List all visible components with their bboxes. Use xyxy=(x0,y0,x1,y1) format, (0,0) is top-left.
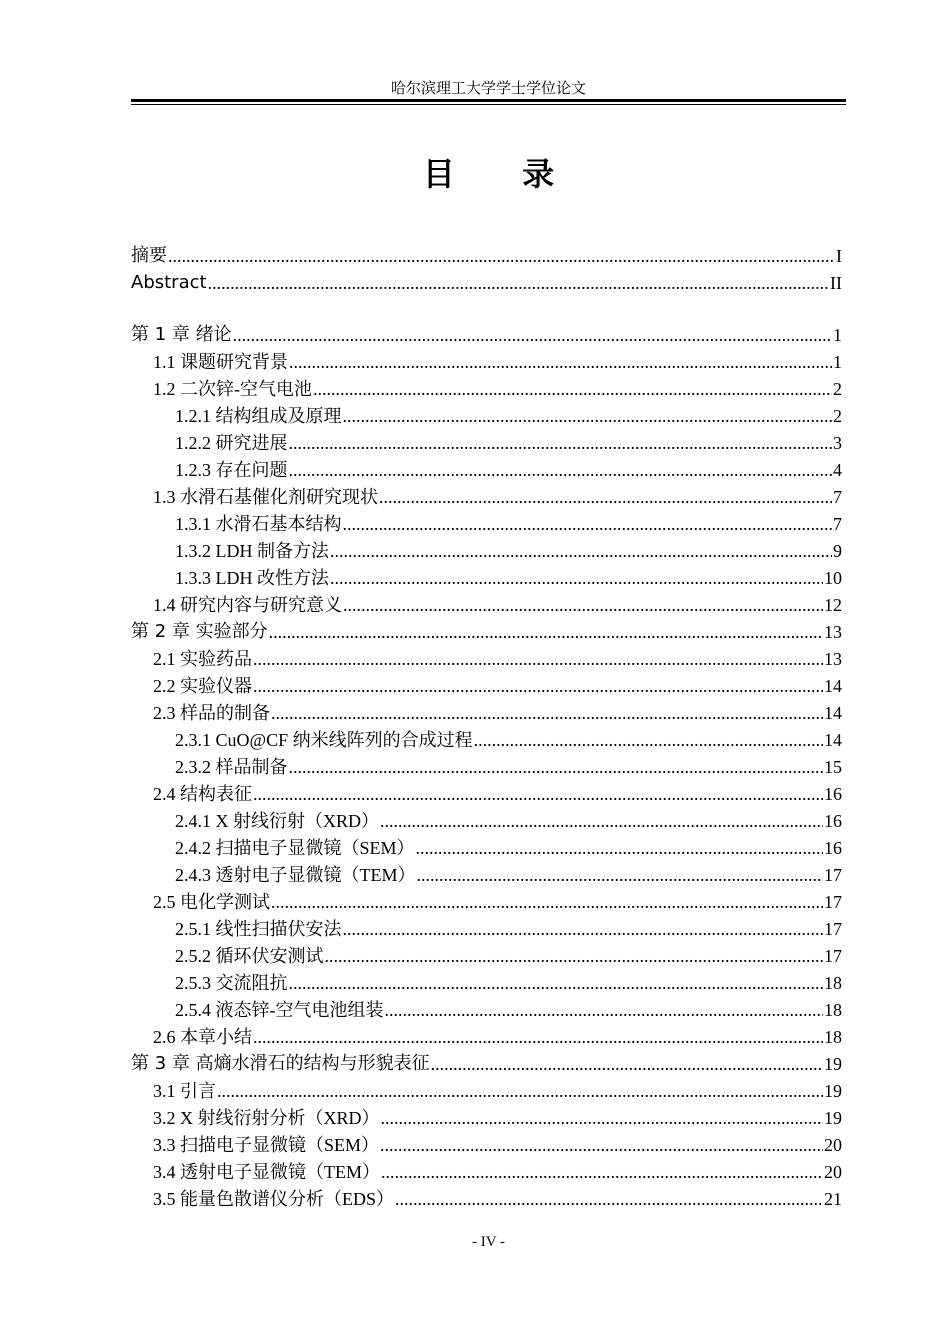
toc-entry-label: 3.3 扫描电子显微镜（SEM） xyxy=(153,1135,380,1155)
toc-entry-page: 14 xyxy=(824,730,842,750)
toc-entry-page: 10 xyxy=(824,568,842,588)
toc-entry-page: 13 xyxy=(824,622,842,642)
toc-entry-page: 2 xyxy=(833,406,842,426)
toc-dot-leader xyxy=(385,998,824,1022)
toc-entry-page: 16 xyxy=(824,811,842,831)
toc-entry-label: 1.3.2 LDH 制备方法 xyxy=(175,541,329,561)
toc-dot-leader xyxy=(289,431,833,455)
toc-entry-page: 12 xyxy=(824,595,842,615)
toc-entry[interactable] xyxy=(131,725,842,752)
toc-entry[interactable] xyxy=(131,617,842,644)
toc-spacer xyxy=(131,295,842,320)
toc-entry[interactable] xyxy=(131,1184,842,1211)
toc-entry-label: 2.4.1 X 射线衍射（XRD） xyxy=(175,811,380,831)
toc-entry-page: 1 xyxy=(833,325,842,345)
toc-entry-label: 1.2 二次锌-空气电池 xyxy=(153,379,312,399)
toc-entry[interactable] xyxy=(131,268,842,295)
toc-entry-page: 14 xyxy=(824,676,842,696)
toc-entry-label: 3.4 透射电子显微镜（TEM） xyxy=(153,1162,380,1182)
toc-entry[interactable] xyxy=(131,509,842,536)
toc-dot-leader xyxy=(313,377,832,401)
toc-entry-label: Abstract xyxy=(131,272,207,293)
toc-dot-leader xyxy=(381,1106,823,1130)
toc-entry[interactable] xyxy=(131,428,842,455)
toc-entry[interactable] xyxy=(131,536,842,563)
toc-entry-label: 1.2.1 结构组成及原理 xyxy=(175,406,342,426)
toc-entry[interactable] xyxy=(131,590,842,617)
toc-entry[interactable] xyxy=(131,1076,842,1103)
toc-entry[interactable] xyxy=(131,1103,842,1130)
toc-dot-leader xyxy=(253,1025,823,1049)
toc-entry-label: 3.5 能量色散谱仪分析（EDS） xyxy=(153,1189,395,1209)
toc-entry[interactable] xyxy=(131,1157,842,1184)
toc-entry[interactable] xyxy=(131,241,842,268)
toc-dot-leader xyxy=(330,539,832,563)
toc-entry[interactable] xyxy=(131,860,842,887)
toc-dot-leader xyxy=(330,566,823,590)
toc-entry[interactable] xyxy=(131,455,842,482)
toc-entry-label: 2.3 样品的制备 xyxy=(153,703,270,723)
toc-entry-label: 2.3.1 CuO@CF 纳米线阵列的合成过程 xyxy=(175,730,473,750)
header-rule xyxy=(131,99,846,102)
toc-entry[interactable] xyxy=(131,806,842,833)
toc-entry-label: 摘要 xyxy=(131,245,167,266)
toc-entry[interactable] xyxy=(131,914,842,941)
toc-entry[interactable] xyxy=(131,347,842,374)
toc-entry-label: 3.2 X 射线衍射分析（XRD） xyxy=(153,1108,380,1128)
toc-entry-label: 2.2 实验仪器 xyxy=(153,676,252,696)
toc-dot-leader xyxy=(271,890,823,914)
toc-entry-label: 2.6 本章小结 xyxy=(153,1027,252,1047)
toc-entry-label: 第 1 章 绪论 xyxy=(131,324,232,345)
toc-dot-leader xyxy=(343,593,823,617)
toc-entry-label: 2.4.2 扫描电子显微镜（SEM） xyxy=(175,838,415,858)
toc-dot-leader xyxy=(289,755,824,779)
toc-dot-leader xyxy=(289,458,833,482)
toc-entry[interactable] xyxy=(131,1049,842,1076)
toc-entry-page: 17 xyxy=(824,892,842,912)
toc-entry[interactable] xyxy=(131,644,842,671)
toc-entry-label: 2.5.1 线性扫描伏安法 xyxy=(175,919,342,939)
toc-dot-leader xyxy=(168,244,835,268)
toc-entry-page: 18 xyxy=(824,1027,842,1047)
running-header: 哈尔滨理工大学学士学位论文 xyxy=(390,79,586,97)
toc-entry[interactable] xyxy=(131,968,842,995)
page-number: - IV - xyxy=(471,1234,506,1250)
toc-entry[interactable] xyxy=(131,833,842,860)
toc-entry-label: 1.2.3 存在问题 xyxy=(175,460,288,480)
toc-entry-label: 2.5.2 循环伏安测试 xyxy=(175,946,324,966)
toc-entry-page: 19 xyxy=(824,1081,842,1101)
toc-dot-leader xyxy=(253,782,823,806)
toc-entry-page: I xyxy=(836,246,842,266)
toc-entry-page: 17 xyxy=(824,919,842,939)
toc-entry-page: 16 xyxy=(824,784,842,804)
toc-dot-leader xyxy=(343,512,833,536)
toc-dot-leader xyxy=(395,1187,823,1211)
toc-entry-page: 19 xyxy=(824,1108,842,1128)
toc-entry-label: 2.5 电化学测试 xyxy=(153,892,270,912)
toc-dot-leader xyxy=(343,917,824,941)
toc-dot-leader xyxy=(271,701,823,725)
toc-entry-page: 17 xyxy=(824,946,842,966)
toc-entry-label: 第 3 章 高熵水滑石的结构与形貌表征 xyxy=(131,1053,430,1074)
toc-entry-label: 2.5.3 交流阻抗 xyxy=(175,973,288,993)
toc-dot-leader xyxy=(474,728,823,752)
toc-dot-leader xyxy=(380,1133,823,1157)
toc-entry[interactable] xyxy=(131,374,842,401)
toc-entry[interactable] xyxy=(131,482,842,509)
toc-entry-label: 1.3 水滑石基催化剂研究现状 xyxy=(153,487,378,507)
toc-entry-page: 9 xyxy=(833,541,842,561)
toc-dot-leader xyxy=(380,809,823,833)
toc-entry-page: 3 xyxy=(833,433,842,453)
toc-entry-label: 1.2.2 研究进展 xyxy=(175,433,288,453)
toc-entry-label: 1.3.3 LDH 改性方法 xyxy=(175,568,329,588)
table-of-contents xyxy=(131,241,842,1211)
toc-dot-leader xyxy=(253,674,823,698)
toc-dot-leader xyxy=(325,944,824,968)
toc-entry-page: II xyxy=(830,273,842,293)
toc-dot-leader xyxy=(289,350,832,374)
toc-dot-leader xyxy=(217,1079,823,1103)
toc-entry[interactable] xyxy=(131,995,842,1022)
toc-entry[interactable] xyxy=(131,671,842,698)
toc-dot-leader xyxy=(417,863,824,887)
toc-entry-page: 20 xyxy=(824,1162,842,1182)
toc-entry-page: 20 xyxy=(824,1135,842,1155)
toc-entry-page: 18 xyxy=(824,1000,842,1020)
toc-entry-page: 14 xyxy=(824,703,842,723)
toc-entry-page: 18 xyxy=(824,973,842,993)
toc-entry-label: 3.1 引言 xyxy=(153,1081,216,1101)
toc-entry-page: 7 xyxy=(833,487,842,507)
toc-entry-label: 2.5.4 液态锌-空气电池组装 xyxy=(175,1000,384,1020)
toc-entry-page: 2 xyxy=(833,379,842,399)
toc-entry[interactable] xyxy=(131,779,842,806)
toc-entry[interactable] xyxy=(131,752,842,779)
toc-entry-label: 2.1 实验药品 xyxy=(153,649,252,669)
toc-entry[interactable] xyxy=(131,887,842,914)
toc-entry-label: 2.4.3 透射电子显微镜（TEM） xyxy=(175,865,416,885)
toc-entry-label: 1.4 研究内容与研究意义 xyxy=(153,595,342,615)
toc-dot-leader xyxy=(431,1052,823,1076)
toc-entry-page: 19 xyxy=(824,1054,842,1074)
toc-entry-label: 1.3.1 水滑石基本结构 xyxy=(175,514,342,534)
toc-entry-label: 2.4 结构表征 xyxy=(153,784,252,804)
toc-entry-page: 1 xyxy=(833,352,842,372)
toc-entry[interactable] xyxy=(131,1130,842,1157)
toc-entry[interactable] xyxy=(131,401,842,428)
toc-dot-leader xyxy=(208,271,829,295)
toc-dot-leader xyxy=(381,1160,823,1184)
toc-entry[interactable] xyxy=(131,320,842,347)
toc-dot-leader xyxy=(233,323,832,347)
toc-entry-page: 21 xyxy=(824,1189,842,1209)
toc-entry-page: 7 xyxy=(833,514,842,534)
toc-entry-label: 2.3.2 样品制备 xyxy=(175,757,288,777)
toc-dot-leader xyxy=(269,620,823,644)
toc-entry-page: 17 xyxy=(824,865,842,885)
toc-entry-label: 1.1 课题研究背景 xyxy=(153,352,288,372)
toc-entry-page: 13 xyxy=(824,649,842,669)
toc-entry-page: 4 xyxy=(833,460,842,480)
toc-entry-page: 15 xyxy=(824,757,842,777)
toc-entry[interactable] xyxy=(131,1022,842,1049)
toc-entry[interactable] xyxy=(131,563,842,590)
toc-dot-leader xyxy=(343,404,833,428)
toc-entry[interactable] xyxy=(131,698,842,725)
toc-dot-leader xyxy=(416,836,823,860)
toc-dot-leader xyxy=(379,485,832,509)
toc-entry-label: 第 2 章 实验部分 xyxy=(131,621,268,642)
toc-entry-page: 16 xyxy=(824,838,842,858)
toc-title: 目 录 xyxy=(422,155,583,193)
toc-entry[interactable] xyxy=(131,941,842,968)
toc-dot-leader xyxy=(253,647,823,671)
header-rule-thin xyxy=(131,104,846,105)
toc-dot-leader xyxy=(289,971,824,995)
